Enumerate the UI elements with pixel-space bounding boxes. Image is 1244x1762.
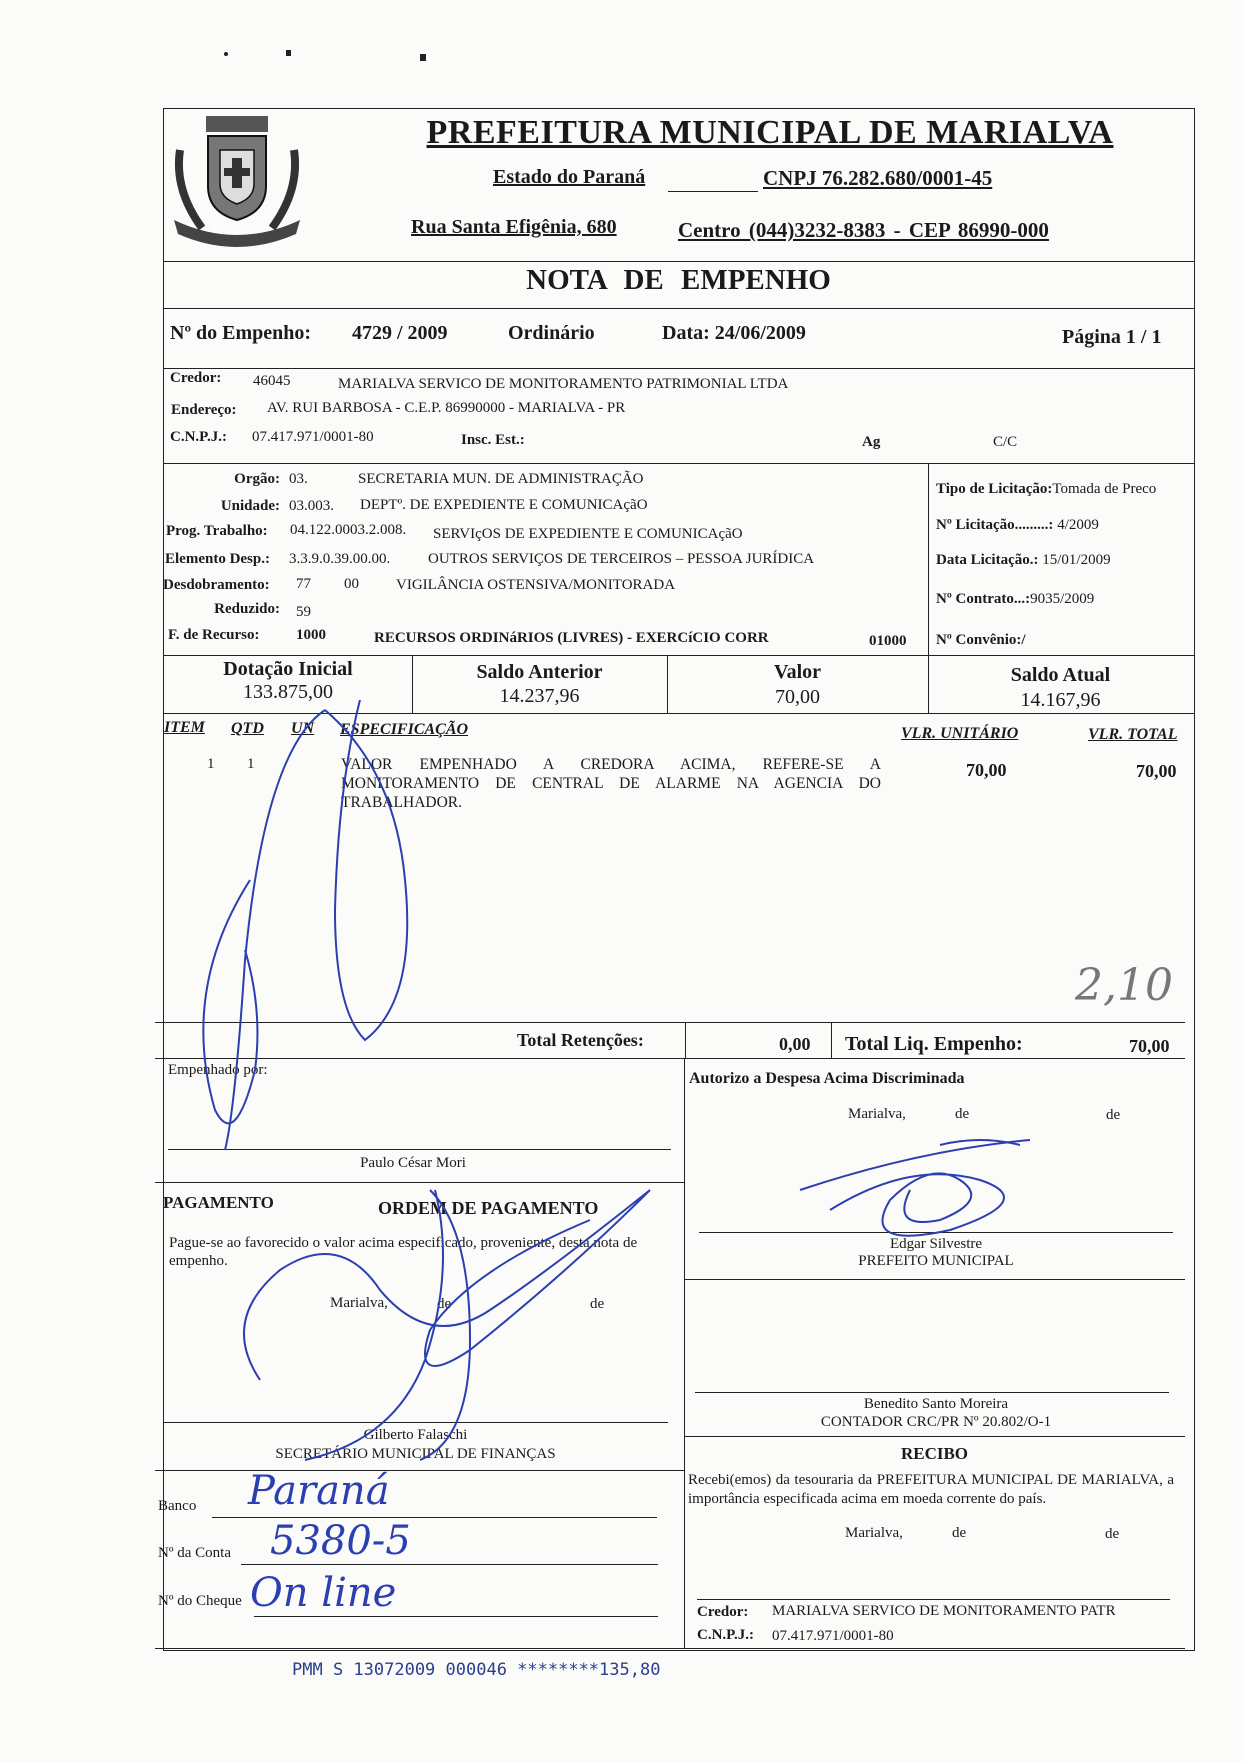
divider [163, 308, 1194, 309]
pagamento-signer-role: SECRETÁRIO MUNICIPAL DE FINANÇAS [275, 1446, 556, 1462]
conta-line [241, 1564, 658, 1565]
items-header-un: UN [291, 720, 315, 737]
autorizo-signer: Edgar Silvestre [889, 1236, 983, 1252]
orgao-label: Orgão: [234, 471, 280, 487]
orgao-name: SECRETARIA MUN. DE ADMINISTRAÇÃO [358, 471, 644, 487]
recurso-code: 1000 [296, 627, 326, 643]
tipo-licitacao-value: Tomada de Preco [1052, 481, 1157, 497]
dotacao-label: Dotação Inicial [223, 658, 353, 680]
contrato-key: Nº Contrato...: [936, 591, 1031, 607]
divider [155, 1470, 685, 1471]
signature-line [163, 1422, 668, 1423]
autorizo-signer-role: PREFEITO MUNICIPAL [858, 1253, 1014, 1269]
signature-line [699, 1232, 1173, 1233]
recibo-city: Marialva, [845, 1525, 903, 1541]
reduzido-label: Reduzido: [214, 601, 280, 617]
licitacao-number-value: 4/2009 [1057, 517, 1099, 533]
empenho-date: Data: 24/06/2009 [662, 322, 806, 344]
dotacao-value: 133.875,00 [243, 681, 333, 703]
recibo-de2: de [1105, 1526, 1120, 1542]
credor-cnpj-label: C.N.P.J.: [170, 429, 227, 445]
recibo-de1: de [952, 1525, 967, 1541]
account-label: C/C [993, 434, 1018, 450]
recibo-text: Recebi(emos) da tesouraria da PREFEITURA MUNICIPAL DE MARIALVA, a importância especificada acima em moeda corrente do país. [688, 1472, 1174, 1507]
recibo-cnpj-label: C.N.P.J.: [697, 1627, 754, 1643]
desdobramento-code: 77 [296, 576, 311, 592]
tipo-licitacao-key: Tipo de Licitação: [936, 481, 1053, 497]
conta-handwritten: 5380-5 [270, 1518, 411, 1564]
unidade-label: Unidade: [220, 498, 280, 514]
pagamento-de2: de [590, 1296, 605, 1312]
item-total-price: 70,00 [1136, 761, 1177, 781]
pagamento-label: PAGAMENTO [163, 1193, 274, 1212]
divider [155, 1058, 1185, 1059]
address-value: AV. RUI BARBOSA - C.E.P. 86990000 - MARIALVA - PR [267, 400, 626, 416]
saldo-anterior-label: Saldo Anterior [476, 661, 603, 683]
divider [684, 1436, 1185, 1437]
signature-line [695, 1392, 1169, 1393]
unidade-code: 03.003. [289, 498, 334, 514]
autorizo-label: Autorizo a Despesa Acima Discriminada [689, 1070, 965, 1087]
recibo-credor: MARIALVA SERVICO DE MONITORAMENTO PATR [772, 1603, 1116, 1619]
empenho-number-label: Nº do Empenho: [170, 322, 312, 344]
ordem-pagamento-label: ORDEM DE PAGAMENTO [378, 1198, 599, 1218]
city-crest-icon [168, 110, 306, 250]
contador-signer: Benedito Santo Moreira [863, 1396, 1009, 1412]
divider [163, 655, 1194, 656]
street-label: Rua Santa Efigênia, 680 [411, 216, 617, 238]
handwritten-note: 2,10 [1075, 960, 1173, 1011]
cnpj-label: CNPJ 76.282.680/0001-45 [763, 166, 993, 190]
items-header-qtd: QTD [231, 720, 264, 737]
orgao-code: 03. [289, 471, 308, 487]
licitacao-number [936, 517, 1099, 534]
retencoes-value: 0,00 [779, 1034, 811, 1054]
items-header-item: ITEM [164, 719, 205, 736]
recurso-name: RECURSOS ORDINáRIOS (LIVRES) - EXERCíCIO CORR [374, 630, 769, 646]
scan-specks [220, 48, 480, 68]
saldo-atual-value: 14.167,96 [1020, 689, 1101, 711]
prog-trabalho-label: Prog. Trabalho: [166, 523, 268, 539]
elemento-label: Elemento Desp.: [165, 551, 270, 567]
valor-label: Valor [773, 661, 822, 683]
divider-vertical [831, 1022, 832, 1058]
contrato-value: 9035/2009 [1030, 591, 1095, 607]
total-liq-value: 70,00 [1129, 1036, 1170, 1056]
item-spec: VALOR EMPENHADO A CREDORA ACIMA, REFERE-SE A MONITORAMENTO DE CENTRAL DE ALARME NA AGENCIA DO TRABALHADOR. [341, 756, 881, 811]
autorizo-city: Marialva, [848, 1106, 906, 1122]
licitacao-number-key: Nº Licitação.........: [936, 517, 1054, 533]
elemento-name: OUTROS SERVIÇOS DE TERCEIROS – PESSOA JURÍDICA [428, 551, 815, 567]
signature-line [697, 1599, 1170, 1600]
empenhado-label: Empenhado por: [168, 1062, 268, 1078]
items-header-total: VLR. TOTAL [1088, 726, 1178, 743]
payment-stamp: PMM S 13072009 000046 ********135,80 [292, 1660, 661, 1680]
autorizo-de1: de [955, 1106, 970, 1122]
empenho-type: Ordinário [508, 322, 595, 344]
cheque-label: Nº do Cheque [158, 1593, 242, 1609]
header-underline [668, 191, 758, 192]
divider-vertical [685, 1022, 686, 1058]
signature-line [168, 1149, 671, 1150]
cheque-handwritten: On line [250, 1570, 397, 1616]
page-number: Página 1 / 1 [1062, 326, 1162, 348]
divider [163, 261, 1194, 262]
reduzido-value: 59 [296, 604, 311, 620]
divider-vertical [684, 1058, 685, 1648]
divider [155, 1022, 1185, 1023]
agency-label: Ag [862, 434, 881, 450]
banco-label: Banco [158, 1498, 197, 1514]
recibo-credor-label: Credor: [697, 1604, 749, 1620]
divider [155, 1182, 685, 1183]
recibo-cnpj: 07.417.971/0001-80 [772, 1628, 894, 1644]
state-label: Estado do Paraná [493, 166, 646, 188]
licitacao-date-key: Data Licitação.: [936, 552, 1039, 568]
pagamento-de1: de [437, 1296, 452, 1312]
pagamento-text: Pague-se ao favorecido o valor acima especificado, proveniente, desta nota de empenho. [169, 1235, 638, 1269]
credor-name: MARIALVA SERVICO DE MONITORAMENTO PATRIMONIAL LTDA [338, 376, 789, 392]
contrato-number [936, 591, 1094, 608]
address-label: Endereço: [171, 402, 237, 418]
desdobramento-name: VIGILÂNCIA OSTENSIVA/MONITORADA [396, 577, 676, 593]
empenho-number: 4729 / 2009 [352, 322, 448, 344]
crest-motto: MARIALVA [214, 225, 259, 235]
tipo-licitacao-label [936, 481, 1156, 498]
desdobramento-sub: 00 [344, 576, 359, 592]
prog-trabalho-code: 04.122.0003.2.008. [290, 522, 407, 538]
conta-label: Nº da Conta [158, 1545, 231, 1561]
divider [155, 1648, 1185, 1649]
divider [163, 713, 1194, 714]
item-qty: 1 [247, 756, 255, 772]
convenio-label: Nº Convênio:/ [936, 632, 1026, 648]
divider [163, 463, 1194, 464]
divider-vertical [928, 463, 929, 655]
recurso-sub: 01000 [869, 633, 907, 649]
contador-role: CONTADOR CRC/PR Nº 20.802/O-1 [820, 1414, 1052, 1430]
saldo-atual-label: Saldo Atual [1010, 664, 1111, 686]
page-title: PREFEITURA MUNICIPAL DE MARIALVA [426, 114, 1114, 151]
unidade-name: DEPTº. DE EXPEDIENTE E COMUNICAçãO [360, 497, 648, 513]
valor-value: 70,00 [775, 686, 820, 708]
pagamento-city: Marialva, [330, 1295, 388, 1311]
prog-trabalho-name: SERVIçOS DE EXPEDIENTE E COMUNICAçãO [433, 526, 743, 542]
item-number: 1 [207, 756, 215, 772]
autorizo-de2: de [1106, 1107, 1121, 1123]
credor-label: Credor: [170, 370, 222, 386]
items-header-spec: ESPECIFICAÇÃO [340, 721, 469, 738]
licitacao-date-value: 15/01/2009 [1042, 552, 1111, 568]
elemento-code: 3.3.9.0.39.00.00. [289, 551, 391, 567]
desdobramento-label: Desdobramento: [163, 577, 270, 593]
divider [684, 1279, 1185, 1280]
licitacao-date [936, 552, 1111, 569]
insc-est-label: Insc. Est.: [461, 432, 525, 448]
cheque-line [254, 1616, 658, 1617]
retencoes-label: Total Retenções: [517, 1030, 644, 1050]
recurso-label: F. de Recurso: [168, 627, 260, 643]
items-header-unit: VLR. UNITÁRIO [901, 725, 1019, 742]
item-unit-price: 70,00 [966, 760, 1007, 780]
doc-title: NOTA DE EMPENHO [526, 264, 831, 296]
credor-cnpj: 07.417.971/0001-80 [252, 429, 374, 445]
total-liq-label: Total Liq. Empenho: [845, 1033, 1023, 1055]
credor-code: 46045 [253, 373, 291, 389]
pagamento-signer: Gilberto Falaschi [363, 1427, 468, 1443]
recibo-label: RECIBO [900, 1444, 969, 1463]
empenhado-signer: Paulo César Mori [360, 1155, 466, 1171]
divider [163, 368, 1194, 369]
banco-handwritten: Paraná [248, 1468, 390, 1514]
saldo-anterior-value: 14.237,96 [499, 685, 580, 707]
contact-label: Centro (044)3232-8383 - CEP 86990-000 [678, 218, 1049, 242]
